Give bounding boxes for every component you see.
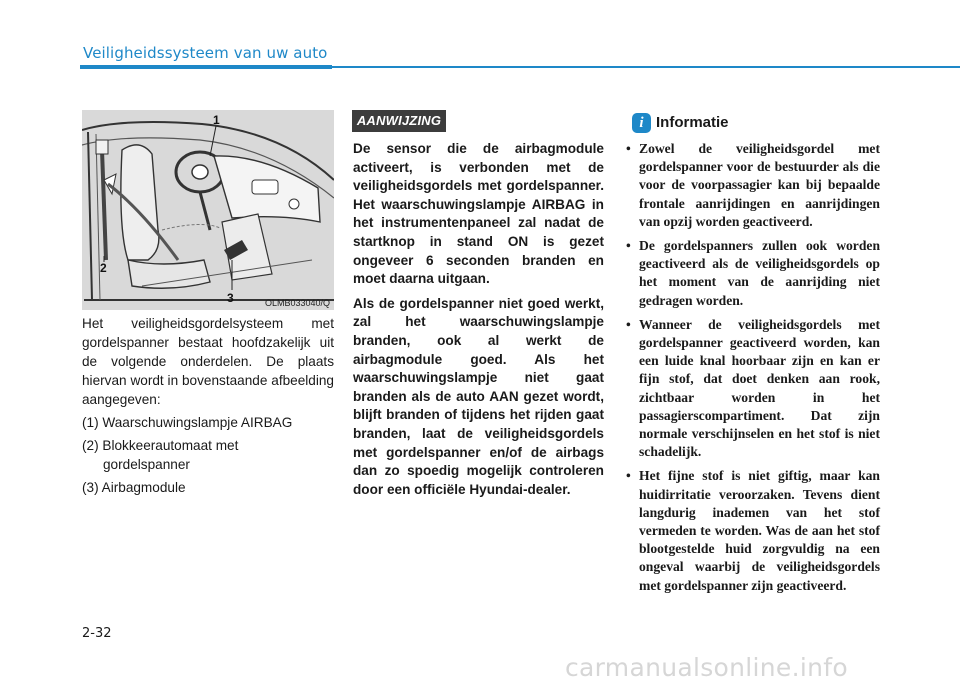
notice-paragraph-1: De sensor die de airbagmodule activeert, is verbonden met de veiligheidsgordels met gordelspanner. Het waarschuwingslampje AIRBAG in het instrumentenpaneel zal nadat de startknop in stand ON is gezet ongeveer 6 seconden branden en moet daarna uitgaan. [353,141,604,287]
intro-paragraph: Het veiligheidsgordelsysteem met gordelspanner bestaat hoofdzakelijk uit de volgende onderdelen. De plaats hiervan wordt in bovenstaande afbeelding aangegeven: [82,316,334,407]
info-bullet-1: • Zowel de veiligheidsgordel met gordelspanner voor de bestuurder als die voor de voorpassagier kan bij bepaalde frontale aanrijdingen en aanrijdingen van opzij worden geactiveerd. [623,140,880,231]
info-title: Informatie [656,114,729,131]
car-interior-drawing [82,110,334,310]
notice-paragraph-2: Als de gordelspanner niet goed werkt, zal het waarschuwingslampje branden, ook al werkt de airbagmodule goed. Als het waarschuwingslampje niet gaat branden als de auto AAN gezet wordt, blijft branden of tijdens het rijden gaat branden, laat de veiligheidsgordels met gordelspanner en/of de airbags dan zo spoedig mogelijk controleren door een officiële Hyundai-dealer. [353,295,604,497]
info-bullet-3: • Wanneer de veiligheidsgordels met gordelspanner geactiveerd worden, kan een luide knal hoorbaar zijn en kan er fijn stof, dat doet denken aan rook, zichtbaar worden in het passagierscompartiment. Dat zijn normale verschijnselen en het stof is niet schadelijk. [623,316,880,462]
notice-badge: AANWIJZING [352,110,446,132]
notice-text [353,140,604,505]
watermark: carmanualsonline.info [565,653,848,682]
callout-2: 2 [100,261,107,275]
component-item-2: (2) Blokkeerautomaat met [82,438,239,453]
page-number: 2-32 [82,626,112,641]
seatbelt-illustration [82,110,334,310]
header-rule [332,66,960,68]
info-bullet-2: • De gordelspanners zullen ook worden geactiveerd als de veiligheidsgordels op het moment van de aanrijding niet gedragen worden. [623,237,880,310]
header-rule-accent [80,65,332,69]
info-bullet-4: • Het fijne stof is niet giftig, maar kan huidirritatie veroorzaken. Tevens dient langdurig inademen van het stof vermeden te worden. Was de aan het stof blootgestelde huid zorgvuldig na een ongeval waarbij de veiligheidsgordels met gordelspanner zijn geactiveerd. [623,467,880,594]
info-icon: i [632,113,651,133]
callout-1: 1 [213,113,220,127]
info-list [623,140,880,601]
section-title: Veiligheidssysteem van uw auto [83,44,328,62]
figure-code: OLMB033040/Q [264,298,330,308]
callout-3: 3 [227,291,234,305]
component-item-2-cont: gordelspanner [103,457,190,472]
components-description [82,314,334,497]
component-item-3: (3) Airbagmodule [82,480,186,495]
component-item-1: (1) Waarschuwingslampje AIRBAG [82,415,293,430]
